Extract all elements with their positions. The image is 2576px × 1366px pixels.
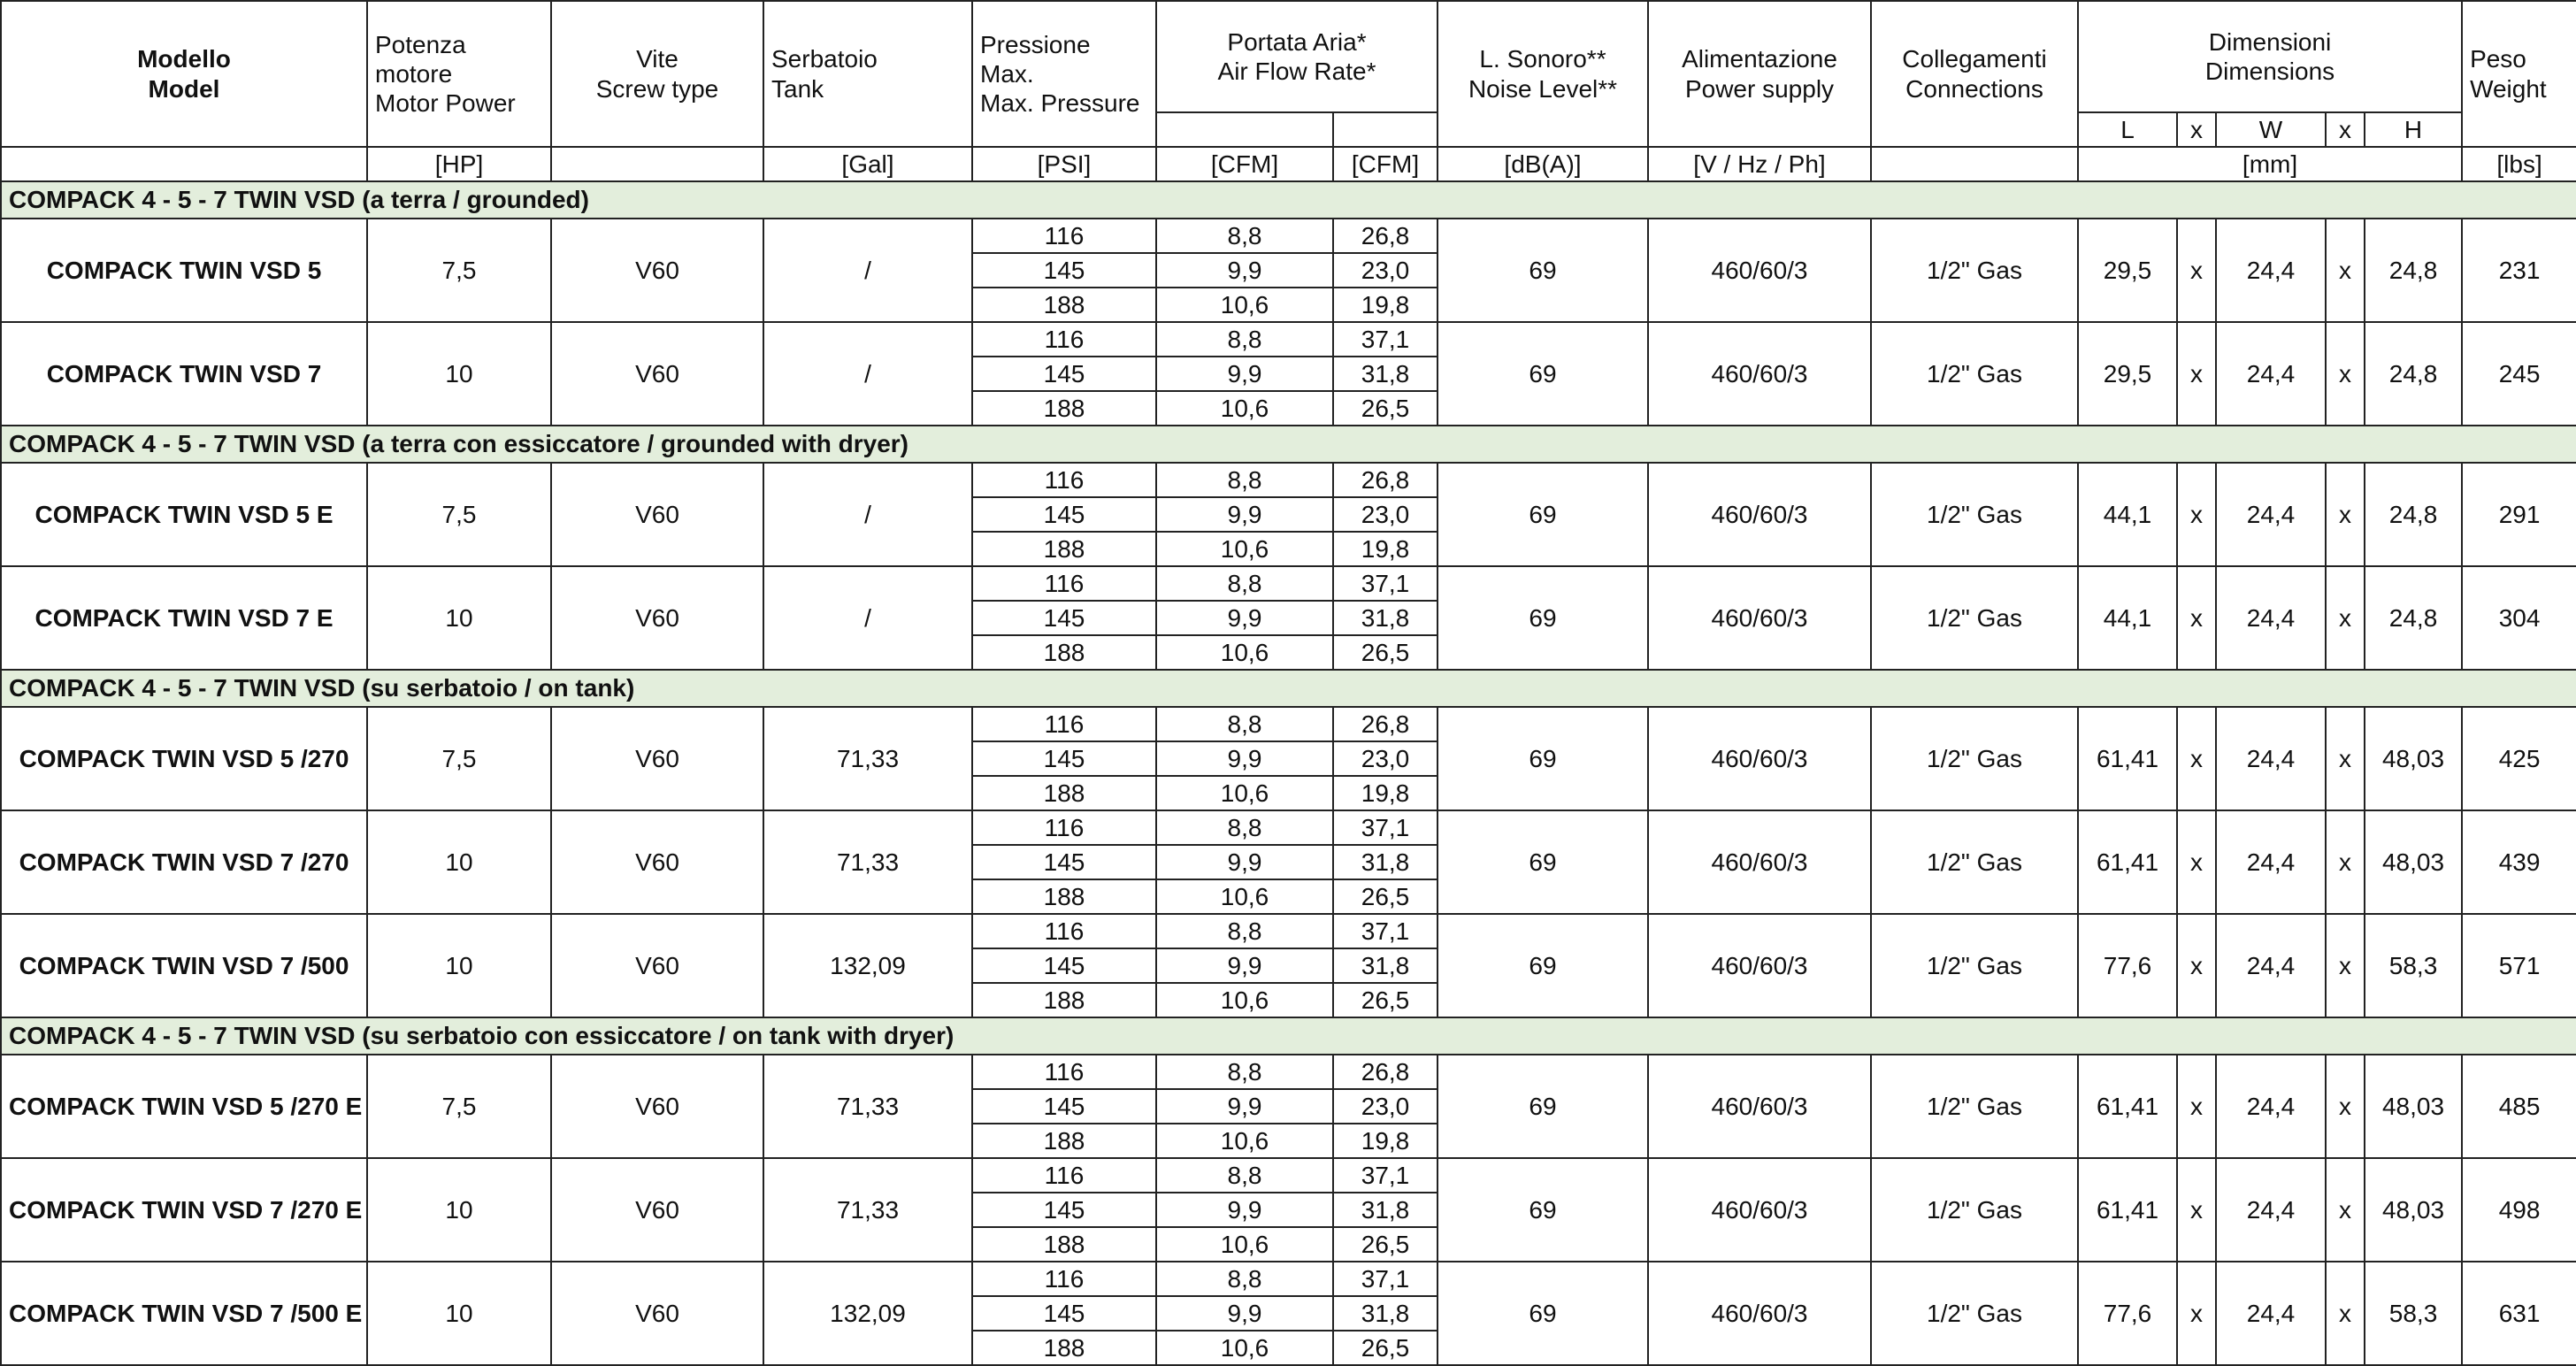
flow-value-1: 10,6 xyxy=(1156,1124,1333,1158)
flow-value-2: 31,8 xyxy=(1333,1193,1438,1227)
flow-value-1: 9,9 xyxy=(1156,741,1333,776)
dim-height: 24,8 xyxy=(2365,463,2462,566)
model-data-row xyxy=(1,1055,2576,1089)
header-tank: Serbatoio Tank xyxy=(763,1,972,147)
dim-width: 24,4 xyxy=(2216,1055,2326,1158)
flow-value-1: 9,9 xyxy=(1156,845,1333,879)
model-supply: 460/60/3 xyxy=(1648,219,1871,322)
dim-separator-1: x xyxy=(2177,322,2216,426)
header-airflow: Portata Aria* Air Flow Rate* xyxy=(1156,1,1438,112)
dim-length: 61,41 xyxy=(2078,1055,2177,1158)
pressure-value: 145 xyxy=(972,948,1156,983)
model-tank: 71,33 xyxy=(763,1158,972,1262)
section-header-row xyxy=(1,181,2576,219)
model-power: 7,5 xyxy=(367,463,551,566)
flow-value-2: 31,8 xyxy=(1333,948,1438,983)
dim-length: 44,1 xyxy=(2078,566,2177,670)
flow-value-2: 26,5 xyxy=(1333,1331,1438,1365)
dim-separator-2: x xyxy=(2326,1262,2365,1365)
pressure-value: 116 xyxy=(972,1158,1156,1193)
dim-separator-1: x xyxy=(2177,1055,2216,1158)
model-data-row xyxy=(1,1158,2576,1193)
flow-value-2: 31,8 xyxy=(1333,601,1438,635)
model-power: 10 xyxy=(367,1158,551,1262)
section-header-row xyxy=(1,670,2576,707)
header-dimensions: Dimensioni Dimensions xyxy=(2078,1,2462,112)
model-power: 10 xyxy=(367,914,551,1017)
model-weight: 231 xyxy=(2462,219,2576,322)
model-weight: 304 xyxy=(2462,566,2576,670)
model-noise: 69 xyxy=(1438,322,1648,426)
pressure-value: 188 xyxy=(972,532,1156,566)
flow-value-1: 8,8 xyxy=(1156,219,1333,253)
header-supply: Alimentazione Power supply xyxy=(1648,1,1871,147)
model-weight: 485 xyxy=(2462,1055,2576,1158)
model-screw: V60 xyxy=(551,463,763,566)
model-power: 10 xyxy=(367,810,551,914)
model-supply: 460/60/3 xyxy=(1648,914,1871,1017)
model-tank: / xyxy=(763,463,972,566)
dim-separator-2: x xyxy=(2326,914,2365,1017)
model-tank: 132,09 xyxy=(763,1262,972,1365)
dim-separator-1: x xyxy=(2177,810,2216,914)
model-noise: 69 xyxy=(1438,810,1648,914)
pressure-value: 188 xyxy=(972,879,1156,914)
dim-width: 24,4 xyxy=(2216,219,2326,322)
model-name: COMPACK TWIN VSD 7 /270 E xyxy=(1,1158,367,1262)
flow-value-2: 19,8 xyxy=(1333,776,1438,810)
dim-height: 48,03 xyxy=(2365,1055,2462,1158)
flow-value-1: 9,9 xyxy=(1156,1193,1333,1227)
unit-weight: [lbs] xyxy=(2462,147,2576,181)
unit-supply: [V / Hz / Ph] xyxy=(1648,147,1871,181)
flow-value-1: 10,6 xyxy=(1156,776,1333,810)
pressure-value: 188 xyxy=(972,391,1156,426)
model-supply: 460/60/3 xyxy=(1648,810,1871,914)
model-power: 7,5 xyxy=(367,707,551,810)
model-name: COMPACK TWIN VSD 5 /270 E xyxy=(1,1055,367,1158)
header-flow-spacer-1 xyxy=(1156,112,1333,147)
model-supply: 460/60/3 xyxy=(1648,1158,1871,1262)
dim-length: 61,41 xyxy=(2078,810,2177,914)
flow-value-2: 31,8 xyxy=(1333,845,1438,879)
model-noise: 69 xyxy=(1438,914,1648,1017)
pressure-value: 116 xyxy=(972,1055,1156,1089)
flow-value-2: 26,5 xyxy=(1333,635,1438,670)
flow-value-2: 37,1 xyxy=(1333,566,1438,601)
pressure-value: 145 xyxy=(972,253,1156,288)
pressure-value: 145 xyxy=(972,601,1156,635)
flow-value-2: 26,8 xyxy=(1333,1055,1438,1089)
unit-power: [HP] xyxy=(367,147,551,181)
model-name: COMPACK TWIN VSD 7 /270 xyxy=(1,810,367,914)
model-connection: 1/2" Gas xyxy=(1871,322,2078,426)
dim-separator-2: x xyxy=(2326,322,2365,426)
dim-separator-1: x xyxy=(2177,566,2216,670)
flow-value-1: 9,9 xyxy=(1156,1089,1333,1124)
model-connection: 1/2" Gas xyxy=(1871,1262,2078,1365)
model-data-row xyxy=(1,322,2576,357)
dim-letter-h: H xyxy=(2365,112,2462,147)
header-pressure: Pressione Max. Max. Pressure xyxy=(972,1,1156,147)
flow-value-1: 8,8 xyxy=(1156,1055,1333,1089)
section-header-row xyxy=(1,426,2576,463)
unit-flow-2: [CFM] xyxy=(1333,147,1438,181)
section-title: COMPACK 4 - 5 - 7 TWIN VSD (su serbatoio / on tank) xyxy=(1,670,2576,707)
flow-value-1: 8,8 xyxy=(1156,1262,1333,1296)
dim-length: 61,41 xyxy=(2078,1158,2177,1262)
flow-value-2: 26,8 xyxy=(1333,219,1438,253)
model-supply: 460/60/3 xyxy=(1648,566,1871,670)
units-row xyxy=(1,147,2576,181)
dim-width: 24,4 xyxy=(2216,810,2326,914)
model-supply: 460/60/3 xyxy=(1648,463,1871,566)
model-data-row xyxy=(1,707,2576,741)
pressure-value: 145 xyxy=(972,1089,1156,1124)
flow-value-1: 10,6 xyxy=(1156,391,1333,426)
dim-height: 48,03 xyxy=(2365,810,2462,914)
flow-value-1: 10,6 xyxy=(1156,1227,1333,1262)
flow-value-1: 9,9 xyxy=(1156,357,1333,391)
dim-width: 24,4 xyxy=(2216,463,2326,566)
dim-length: 29,5 xyxy=(2078,322,2177,426)
flow-value-1: 8,8 xyxy=(1156,707,1333,741)
model-screw: V60 xyxy=(551,1055,763,1158)
pressure-value: 188 xyxy=(972,1124,1156,1158)
model-connection: 1/2" Gas xyxy=(1871,463,2078,566)
dim-length: 44,1 xyxy=(2078,463,2177,566)
flow-value-2: 23,0 xyxy=(1333,253,1438,288)
unit-connections-empty xyxy=(1871,147,2078,181)
model-screw: V60 xyxy=(551,322,763,426)
model-noise: 69 xyxy=(1438,1055,1648,1158)
model-noise: 69 xyxy=(1438,707,1648,810)
model-tank: 71,33 xyxy=(763,707,972,810)
model-power: 7,5 xyxy=(367,1055,551,1158)
model-power: 7,5 xyxy=(367,219,551,322)
model-tank: / xyxy=(763,219,972,322)
model-data-row xyxy=(1,810,2576,845)
flow-value-1: 10,6 xyxy=(1156,288,1333,322)
section-title: COMPACK 4 - 5 - 7 TWIN VSD (a terra / grounded) xyxy=(1,181,2576,219)
dim-height: 24,8 xyxy=(2365,566,2462,670)
pressure-value: 188 xyxy=(972,1331,1156,1365)
flow-value-1: 10,6 xyxy=(1156,1331,1333,1365)
dim-separator-2: x xyxy=(2326,810,2365,914)
flow-value-1: 10,6 xyxy=(1156,532,1333,566)
pressure-value: 116 xyxy=(972,810,1156,845)
model-connection: 1/2" Gas xyxy=(1871,914,2078,1017)
model-name: COMPACK TWIN VSD 7 /500 xyxy=(1,914,367,1017)
dim-letter-x1: x xyxy=(2177,112,2216,147)
dim-letter-l: L xyxy=(2078,112,2177,147)
pressure-value: 145 xyxy=(972,1193,1156,1227)
model-connection: 1/2" Gas xyxy=(1871,810,2078,914)
dim-width: 24,4 xyxy=(2216,1158,2326,1262)
flow-value-1: 8,8 xyxy=(1156,810,1333,845)
header-noise: L. Sonoro** Noise Level** xyxy=(1438,1,1648,147)
flow-value-1: 9,9 xyxy=(1156,497,1333,532)
unit-screw-empty xyxy=(551,147,763,181)
dim-separator-2: x xyxy=(2326,463,2365,566)
flow-value-2: 19,8 xyxy=(1333,288,1438,322)
unit-dimensions: [mm] xyxy=(2078,147,2462,181)
flow-value-2: 37,1 xyxy=(1333,914,1438,948)
dim-length: 29,5 xyxy=(2078,219,2177,322)
header-power: Potenza motore Motor Power xyxy=(367,1,551,147)
pressure-value: 145 xyxy=(972,741,1156,776)
model-screw: V60 xyxy=(551,566,763,670)
pressure-value: 188 xyxy=(972,983,1156,1017)
flow-value-2: 37,1 xyxy=(1333,322,1438,357)
model-name: COMPACK TWIN VSD 5 xyxy=(1,219,367,322)
unit-model-empty xyxy=(1,147,367,181)
model-weight: 425 xyxy=(2462,707,2576,810)
pressure-value: 116 xyxy=(972,707,1156,741)
flow-value-2: 19,8 xyxy=(1333,1124,1438,1158)
dim-separator-1: x xyxy=(2177,1262,2216,1365)
model-noise: 69 xyxy=(1438,1158,1648,1262)
dim-separator-2: x xyxy=(2326,1055,2365,1158)
dim-separator-1: x xyxy=(2177,914,2216,1017)
model-screw: V60 xyxy=(551,810,763,914)
unit-noise: [dB(A)] xyxy=(1438,147,1648,181)
flow-value-1: 10,6 xyxy=(1156,983,1333,1017)
model-noise: 69 xyxy=(1438,219,1648,322)
dim-height: 48,03 xyxy=(2365,707,2462,810)
model-power: 10 xyxy=(367,322,551,426)
flow-value-2: 31,8 xyxy=(1333,357,1438,391)
flow-value-2: 26,8 xyxy=(1333,707,1438,741)
dim-separator-1: x xyxy=(2177,707,2216,810)
dim-width: 24,4 xyxy=(2216,566,2326,670)
dim-separator-1: x xyxy=(2177,463,2216,566)
dim-width: 24,4 xyxy=(2216,322,2326,426)
dim-length: 77,6 xyxy=(2078,914,2177,1017)
model-weight: 631 xyxy=(2462,1262,2576,1365)
dim-width: 24,4 xyxy=(2216,914,2326,1017)
flow-value-1: 9,9 xyxy=(1156,1296,1333,1331)
model-tank: 132,09 xyxy=(763,914,972,1017)
model-screw: V60 xyxy=(551,1262,763,1365)
model-connection: 1/2" Gas xyxy=(1871,707,2078,810)
header-weight: Peso Weight xyxy=(2462,1,2576,147)
flow-value-2: 37,1 xyxy=(1333,1158,1438,1193)
flow-value-2: 23,0 xyxy=(1333,1089,1438,1124)
model-name: COMPACK TWIN VSD 5 E xyxy=(1,463,367,566)
model-connection: 1/2" Gas xyxy=(1871,566,2078,670)
flow-value-1: 8,8 xyxy=(1156,322,1333,357)
section-title: COMPACK 4 - 5 - 7 TWIN VSD (a terra con essiccatore / grounded with dryer) xyxy=(1,426,2576,463)
flow-value-2: 37,1 xyxy=(1333,1262,1438,1296)
model-weight: 439 xyxy=(2462,810,2576,914)
header-connections: Collegamenti Connections xyxy=(1871,1,2078,147)
section-title: COMPACK 4 - 5 - 7 TWIN VSD (su serbatoio con essiccatore / on tank with dryer) xyxy=(1,1017,2576,1055)
flow-value-2: 26,8 xyxy=(1333,463,1438,497)
dim-height: 58,3 xyxy=(2365,914,2462,1017)
section-header-row xyxy=(1,1017,2576,1055)
flow-value-2: 37,1 xyxy=(1333,810,1438,845)
model-supply: 460/60/3 xyxy=(1648,1055,1871,1158)
dim-height: 24,8 xyxy=(2365,219,2462,322)
pressure-value: 188 xyxy=(972,635,1156,670)
dim-length: 61,41 xyxy=(2078,707,2177,810)
unit-flow-1: [CFM] xyxy=(1156,147,1333,181)
model-connection: 1/2" Gas xyxy=(1871,1158,2078,1262)
flow-value-1: 8,8 xyxy=(1156,1158,1333,1193)
model-screw: V60 xyxy=(551,219,763,322)
model-connection: 1/2" Gas xyxy=(1871,219,2078,322)
model-screw: V60 xyxy=(551,1158,763,1262)
unit-pressure: [PSI] xyxy=(972,147,1156,181)
flow-value-2: 19,8 xyxy=(1333,532,1438,566)
pressure-value: 116 xyxy=(972,463,1156,497)
flow-value-2: 23,0 xyxy=(1333,497,1438,532)
model-screw: V60 xyxy=(551,707,763,810)
dim-separator-1: x xyxy=(2177,219,2216,322)
flow-value-2: 26,5 xyxy=(1333,879,1438,914)
dim-height: 48,03 xyxy=(2365,1158,2462,1262)
flow-value-1: 9,9 xyxy=(1156,601,1333,635)
model-supply: 460/60/3 xyxy=(1648,1262,1871,1365)
flow-value-1: 10,6 xyxy=(1156,879,1333,914)
unit-tank: [Gal] xyxy=(763,147,972,181)
flow-value-2: 26,5 xyxy=(1333,391,1438,426)
flow-value-1: 9,9 xyxy=(1156,948,1333,983)
pressure-value: 145 xyxy=(972,357,1156,391)
model-name: COMPACK TWIN VSD 5 /270 xyxy=(1,707,367,810)
flow-value-1: 8,8 xyxy=(1156,463,1333,497)
flow-value-1: 8,8 xyxy=(1156,566,1333,601)
dim-separator-2: x xyxy=(2326,566,2365,670)
dim-height: 24,8 xyxy=(2365,322,2462,426)
dim-length: 77,6 xyxy=(2078,1262,2177,1365)
model-supply: 460/60/3 xyxy=(1648,322,1871,426)
model-tank: / xyxy=(763,566,972,670)
pressure-value: 188 xyxy=(972,288,1156,322)
flow-value-1: 10,6 xyxy=(1156,635,1333,670)
flow-value-2: 23,0 xyxy=(1333,741,1438,776)
model-tank: 71,33 xyxy=(763,1055,972,1158)
dim-width: 24,4 xyxy=(2216,1262,2326,1365)
model-tank: 71,33 xyxy=(763,810,972,914)
dim-letter-w: W xyxy=(2216,112,2326,147)
model-tank: / xyxy=(763,322,972,426)
dim-separator-2: x xyxy=(2326,707,2365,810)
pressure-value: 116 xyxy=(972,219,1156,253)
header-screw: Vite Screw type xyxy=(551,1,763,147)
model-data-row xyxy=(1,566,2576,601)
model-name: COMPACK TWIN VSD 7 /500 E xyxy=(1,1262,367,1365)
header-row xyxy=(1,1,2576,112)
flow-value-2: 26,5 xyxy=(1333,1227,1438,1262)
pressure-value: 116 xyxy=(972,322,1156,357)
model-data-row xyxy=(1,1262,2576,1296)
pressure-value: 145 xyxy=(972,1296,1156,1331)
model-noise: 69 xyxy=(1438,1262,1648,1365)
model-weight: 498 xyxy=(2462,1158,2576,1262)
model-connection: 1/2" Gas xyxy=(1871,1055,2078,1158)
model-name: COMPACK TWIN VSD 7 E xyxy=(1,566,367,670)
flow-value-2: 26,5 xyxy=(1333,983,1438,1017)
model-supply: 460/60/3 xyxy=(1648,707,1871,810)
header-flow-spacer-2 xyxy=(1333,112,1438,147)
model-data-row xyxy=(1,463,2576,497)
flow-value-1: 9,9 xyxy=(1156,253,1333,288)
pressure-value: 145 xyxy=(972,845,1156,879)
dim-separator-2: x xyxy=(2326,1158,2365,1262)
model-screw: V60 xyxy=(551,914,763,1017)
dim-letter-x2: x xyxy=(2326,112,2365,147)
flow-value-1: 8,8 xyxy=(1156,914,1333,948)
model-weight: 291 xyxy=(2462,463,2576,566)
pressure-value: 116 xyxy=(972,1262,1156,1296)
dim-separator-1: x xyxy=(2177,1158,2216,1262)
model-data-row xyxy=(1,914,2576,948)
pressure-value: 188 xyxy=(972,776,1156,810)
model-name: COMPACK TWIN VSD 7 xyxy=(1,322,367,426)
model-weight: 245 xyxy=(2462,322,2576,426)
model-noise: 69 xyxy=(1438,566,1648,670)
model-data-row xyxy=(1,219,2576,253)
pressure-value: 116 xyxy=(972,914,1156,948)
model-power: 10 xyxy=(367,566,551,670)
model-noise: 69 xyxy=(1438,463,1648,566)
flow-value-2: 31,8 xyxy=(1333,1296,1438,1331)
pressure-value: 188 xyxy=(972,1227,1156,1262)
header-model: Modello Model xyxy=(1,1,367,147)
dim-height: 58,3 xyxy=(2365,1262,2462,1365)
pressure-value: 145 xyxy=(972,497,1156,532)
model-weight: 571 xyxy=(2462,914,2576,1017)
model-power: 10 xyxy=(367,1262,551,1365)
dim-width: 24,4 xyxy=(2216,707,2326,810)
dim-separator-2: x xyxy=(2326,219,2365,322)
pressure-value: 116 xyxy=(972,566,1156,601)
